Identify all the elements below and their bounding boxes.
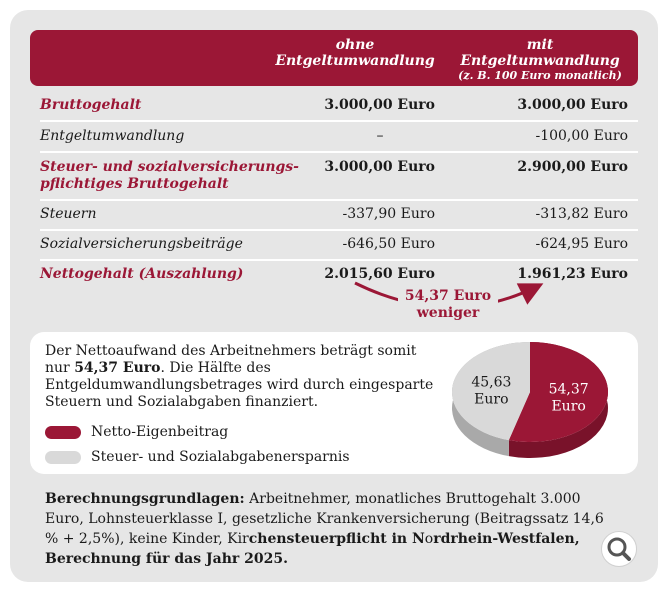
row-label: Sozialversicherungsbeiträge <box>40 236 243 252</box>
summary-text-before: Der Nettoaufwand des Arbeitnehmers beträgt somit nur <box>45 343 417 376</box>
zoom-button[interactable] <box>601 531 637 567</box>
row-label: Entgeltumwandlung <box>40 128 185 144</box>
header-col-without-line2: Entgeltumwandlung <box>275 53 435 69</box>
magnifier-icon <box>602 532 636 566</box>
header-col-with-line1: mit <box>526 37 554 53</box>
pie-slice-label: Euro <box>551 398 586 415</box>
row-value-without: -646,50 Euro <box>342 236 435 252</box>
header-col-without-line1: ohne <box>335 37 375 53</box>
basis-bold-part2: rdrhein-Westfalen, <box>433 531 580 547</box>
row-label-line2: pflichtiges Bruttogehalt <box>40 176 229 192</box>
legend-swatch-savings <box>45 451 81 464</box>
row-value-with: 1.961,23 Euro <box>517 266 628 282</box>
legend-label: Netto-Eigenbeitrag <box>91 424 229 440</box>
calculation-basis <box>45 489 605 569</box>
difference-label <box>398 288 498 322</box>
difference-word: weniger <box>416 305 480 321</box>
row-value-without: 3.000,00 Euro <box>324 97 435 113</box>
basis-text: Arbeitnehmer, monatliches Bruttogehalt 3.000 Euro, Lohnsteuerklasse I, gesetzliche Krankenversicherung (Beitragssatz 14,6 % + 2,5%), keine Kinder, Kir <box>45 491 604 547</box>
row-value-without: – <box>376 128 384 144</box>
legend-swatch-net <box>45 426 81 439</box>
row-label: Bruttogehalt <box>40 97 142 113</box>
row-label: Nettogehalt (Auszahlung) <box>40 266 244 282</box>
summary-amount: 54,37 Euro <box>74 360 161 376</box>
row-value-with: -100,00 Euro <box>535 128 628 144</box>
summary-text-after: . Die Hälfte des Entgeldumwandlungsbetrages wird durch eingesparte Steuern und Sozialabgaben finanziert. <box>45 360 434 410</box>
difference-amount: 54,37 Euro <box>404 288 492 304</box>
row-value-with: -624,95 Euro <box>535 236 628 252</box>
header-col-with-line2: Entgeltumwandlung <box>460 53 620 69</box>
basis-text-mid: o <box>424 531 434 547</box>
basis-bold-part: chensteuerpflicht in N <box>248 531 425 547</box>
summary-text <box>45 343 435 411</box>
basis-heading: Berechnungsgrundlagen: <box>45 491 245 507</box>
row-value-without: -337,90 Euro <box>342 206 435 222</box>
pie-chart <box>440 340 620 468</box>
row-value-with: 2.900,00 Euro <box>517 159 628 175</box>
legend-label: Steuer- und Sozialabgabenersparnis <box>91 449 350 465</box>
pie-slice-label: Euro <box>474 391 509 408</box>
pie-slice-label: 54,37 <box>548 381 589 398</box>
header-col-with-note: (z. B. 100 Euro monatlich) <box>458 69 622 82</box>
pie-slice-label: 45,63 <box>471 374 512 391</box>
row-value-without: 2.015,60 Euro <box>324 266 435 282</box>
row-value-with: 3.000,00 Euro <box>517 97 628 113</box>
row-label: Steuer- und sozialversicherungs- <box>40 159 299 175</box>
row-value-without: 3.000,00 Euro <box>324 159 435 175</box>
row-label: Steuern <box>40 206 97 222</box>
row-value-with: -313,82 Euro <box>535 206 628 222</box>
basis-year: Berechnung für das Jahr 2025. <box>45 551 288 567</box>
